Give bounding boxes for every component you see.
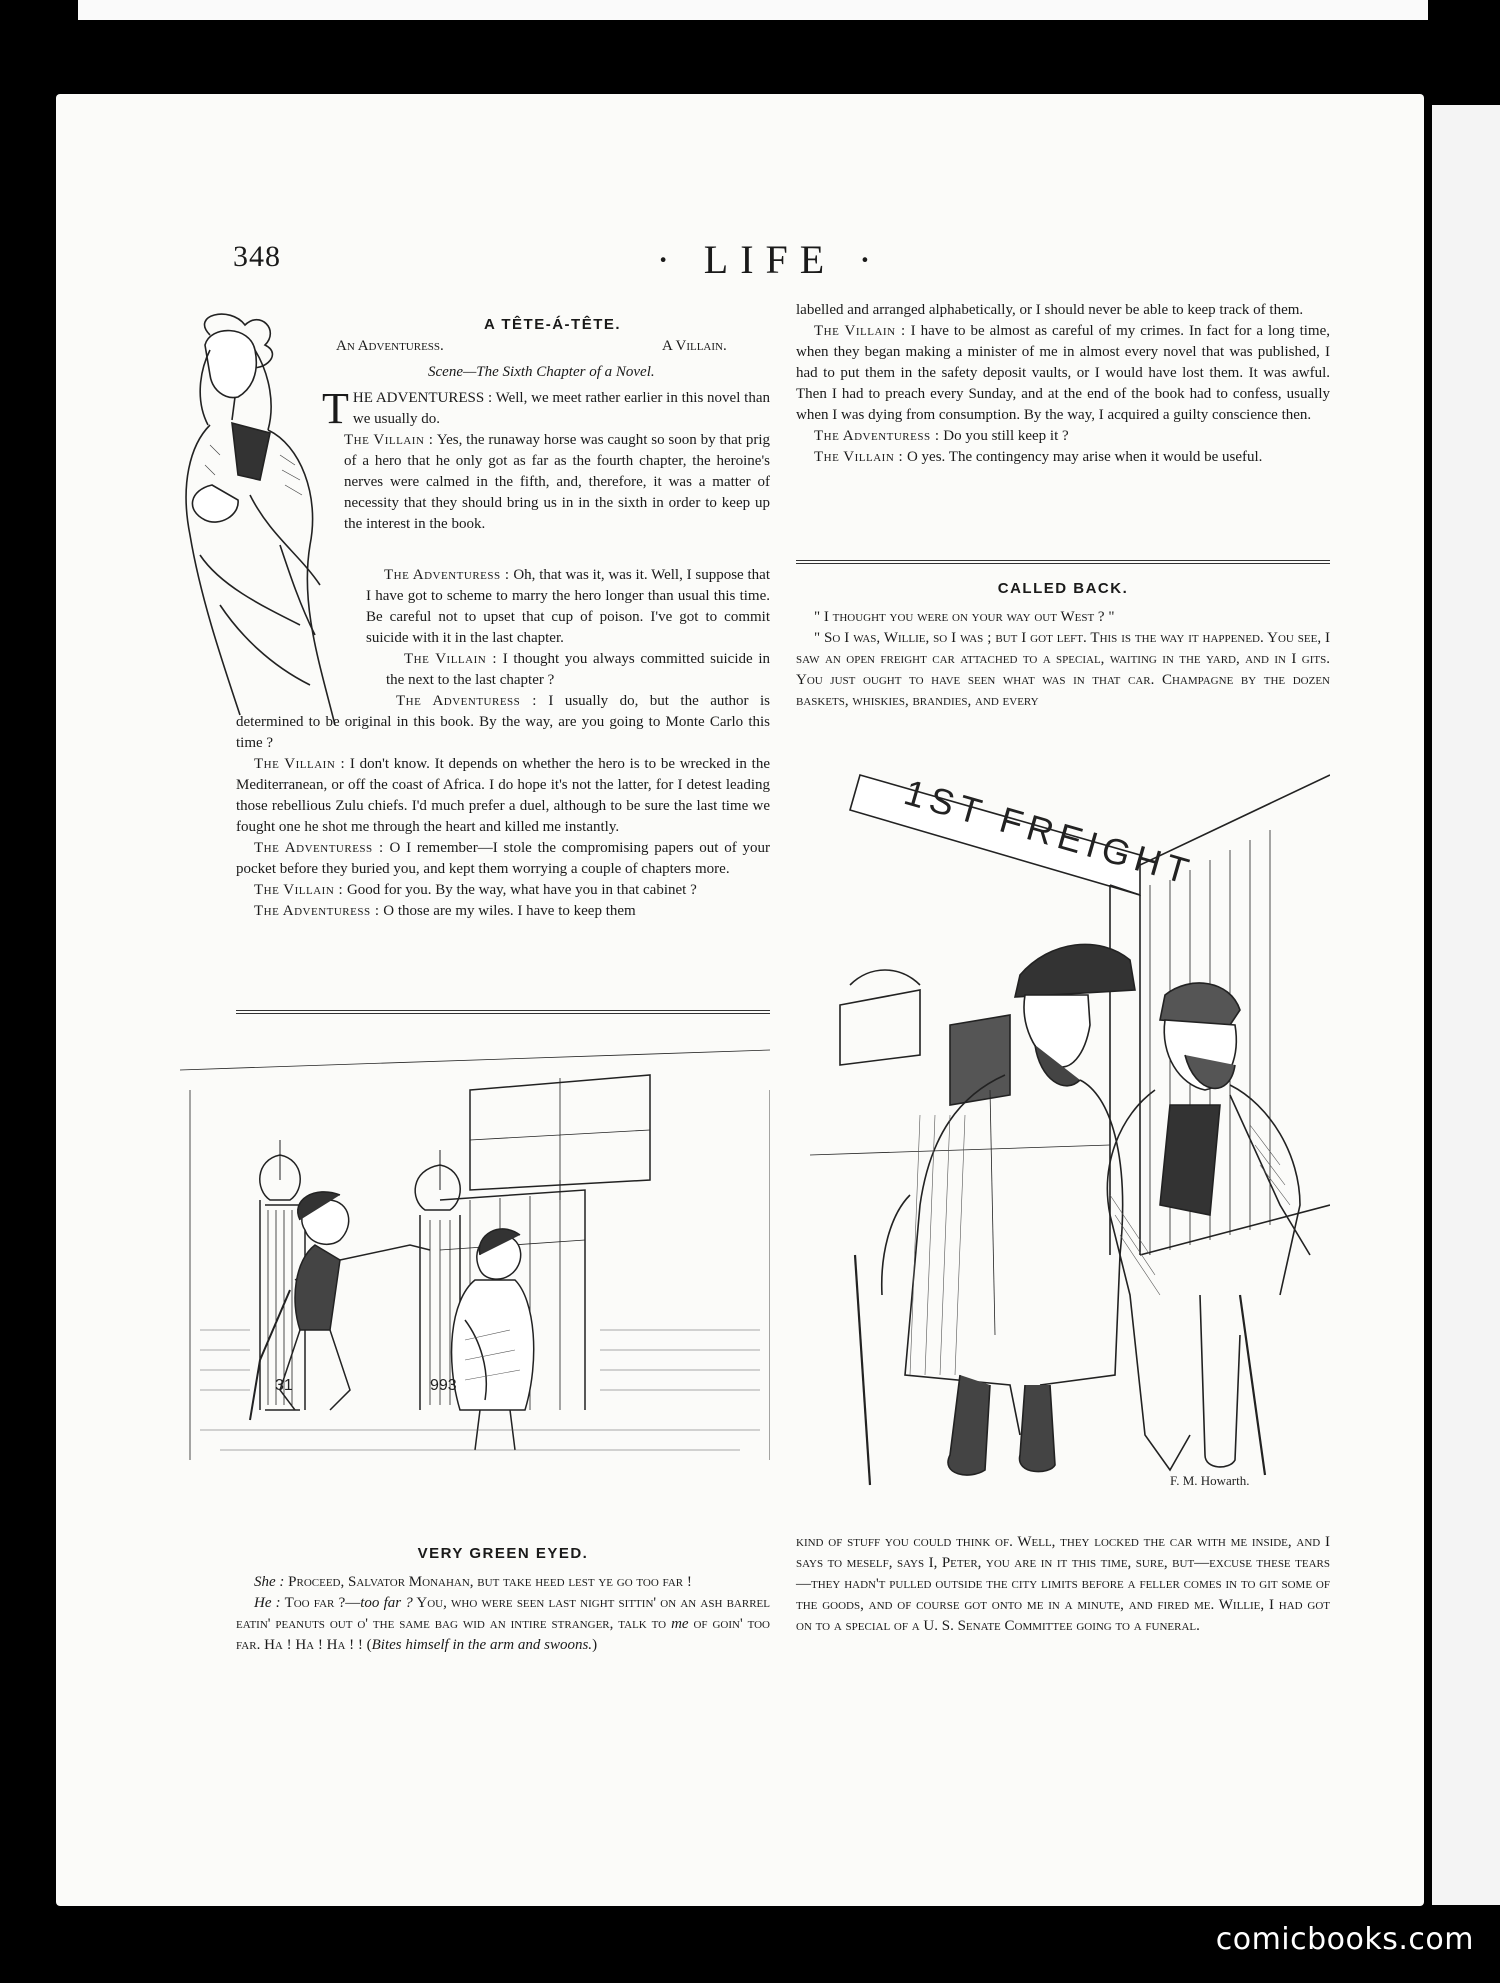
continuation-2: I have to be almost as careful of my crimes. In fact for a long time, when they began making a minister of me in almost every novel that was published, I had to put them in the safety deposit vaults, or I would have lost them. It was awful. Then I had to preach every Sunday, and at the end of the book had to confess, usually when I was dying from consumption. By the way, I acquired a guilty conscience then. bbox=[796, 323, 1330, 423]
called-back-headline: CALLED BACK. bbox=[997, 580, 1129, 597]
speaker-label: The Adventuress : bbox=[396, 693, 537, 709]
he-line-d: me bbox=[671, 1616, 689, 1632]
called-back-article bbox=[796, 578, 1330, 712]
speaker-label: The Villain : bbox=[254, 882, 344, 898]
he-line-a: Too far ?— bbox=[280, 1595, 361, 1611]
he-label: He : bbox=[254, 1595, 281, 1611]
called-back-conclusion bbox=[796, 1532, 1330, 1637]
tete-a-tete-body-lower bbox=[236, 565, 770, 922]
called-back-paragraph-2: " So I was, Willie, so I was ; but I got left. This is the way it happened. You see, I saw an open freight car attached to a special, waiting in the yard, and in I gits. You just ought to have seen what was in that car. Champagne by the dozen baskets, whiskies, brandies, and every bbox=[796, 630, 1330, 709]
very-green-eyed-headline: VERY GREEN EYED. bbox=[417, 1545, 589, 1562]
speaker-label: The Villain : bbox=[814, 449, 904, 465]
scene-direction: Scene—The Sixth Chapter of a Novel. bbox=[428, 364, 655, 380]
he-line-e: of goin' too far. Ha ! Ha ! Ha ! ! ( bbox=[236, 1616, 771, 1653]
adjacent-page-strip bbox=[78, 0, 1428, 20]
speaker-label: The Adventuress : bbox=[254, 903, 380, 919]
she-line: Proceed, Salvator Monahan, but take heed lest ye go too far ! bbox=[284, 1574, 692, 1590]
tete-a-tete-body-upper bbox=[322, 384, 770, 535]
continuation-1: labelled and arranged alphabetically, or I should never be able to keep track of them. bbox=[796, 302, 1304, 318]
he-line-b: too far ? bbox=[360, 1595, 413, 1611]
divider-right bbox=[796, 560, 1330, 564]
cast-adventuress: An Adventuress. bbox=[336, 338, 444, 354]
door-number-left: 31 bbox=[275, 1377, 293, 1394]
cast-villain: A Villain. bbox=[662, 338, 727, 354]
paragraph-2: Yes, the runaway horse was caught so soon by that prig of a hero that he only got as far as the fourth chapter, the heroine's nerves were calmed in the fifth, and, therefore, it was a matter of necessity that they should bring us in in the sixth in order to keep up the interest in the book. bbox=[344, 432, 770, 532]
divider-left bbox=[236, 1010, 770, 1014]
paragraph-6: I don't know. It depends on whether the hero is to be wrecked in the Mediterranean, or off the coast of Africa. I do hope it's not the latter, for I detest leading those rebellious Zulu chiefs. I'd much prefer a duel, although to be sure the last time we fought one he shot me through the heart and killed me instantly. bbox=[236, 756, 770, 835]
tete-a-tete-headline: A TÊTE-Á-TÊTE. bbox=[483, 316, 622, 333]
paragraph-5: I usually do, but the author is determined to be original in this book. By the way, are you going to Monte Carlo this time ? bbox=[236, 693, 770, 751]
street-children-illustration bbox=[180, 1030, 770, 1520]
paragraph-9: O those are my wiles. I have to keep them bbox=[379, 903, 636, 919]
artist-signature: F. M. Howarth. bbox=[1170, 1473, 1250, 1488]
speaker-label: The Villain : bbox=[404, 651, 498, 667]
paragraph-8: Good for you. By the way, what have you in that cabinet ? bbox=[343, 882, 697, 898]
paragraph-1: HE ADVENTURESS : Well, we meet rather earlier in this novel than we usually do. bbox=[352, 390, 770, 427]
speaker-label: The Villain : bbox=[814, 323, 906, 339]
adjacent-page-edge bbox=[1432, 105, 1500, 1905]
speaker-label: The Adventuress : bbox=[814, 428, 940, 444]
paragraph-4: I thought you always committed suicide in the next to the last chapter ? bbox=[386, 651, 770, 688]
masthead-title: · LIFE · bbox=[656, 237, 884, 282]
page-number: 348 bbox=[233, 240, 281, 273]
continuation-4: O yes. The contingency may arise when it would be useful. bbox=[903, 449, 1263, 465]
called-back-paragraph-1: " I thought you were on your way out West ? " bbox=[814, 609, 1115, 625]
she-label: She : bbox=[254, 1574, 285, 1590]
he-line-g: ) bbox=[592, 1637, 598, 1653]
very-green-eyed-caption bbox=[236, 1543, 770, 1656]
dropcap-letter: T bbox=[322, 384, 349, 433]
freight-yard-illustration bbox=[810, 735, 1330, 1495]
speaker-label: The Adventuress : bbox=[384, 567, 510, 583]
speaker-label: The Villain : bbox=[344, 432, 434, 448]
continuation-3: Do you still keep it ? bbox=[939, 428, 1069, 444]
tete-a-tete-article bbox=[235, 314, 770, 335]
watermark-text: comicbooks.com bbox=[1215, 1922, 1474, 1957]
door-number-right: 993 bbox=[430, 1377, 457, 1394]
called-back-paragraph-3: kind of stuff you could think of. Well, they locked the car with me inside, and I says to meself, says I, Peter, you are in it this time, sure, but—excuse these tears—they hadn't pulled outside the city limits before a feller comes in to git some of the goods, and of course got onto me in a minute, and fired me. Willie, I had got on to a special of a U. S. Senate Committee going to a funeral. bbox=[796, 1534, 1330, 1634]
he-line-f: Bites himself in the arm and swoons. bbox=[371, 1637, 593, 1653]
he-line-c: You, who were seen last night sittin' on an ash barrel eatin' peanuts out o' the same bag wid an intire stranger, talk to bbox=[236, 1595, 770, 1632]
paragraph-7: O I remember—I stole the compromising papers out of your pocket before they buried you, and kept them worrying a couple of chapters more. bbox=[236, 840, 770, 877]
speaker-label: The Villain : bbox=[254, 756, 346, 772]
speaker-label: The Adventuress : bbox=[254, 840, 384, 856]
paragraph-3: Oh, that was it, was it. Well, I suppose that I have got to scheme to marry the hero longer than usual this time. Be careful not to upset that cup of poison. I've got to commit suicide with it in the last chapter. bbox=[366, 567, 770, 646]
tete-a-tete-continuation bbox=[796, 300, 1330, 468]
freight-sign-text: 1ST FREIGHT bbox=[899, 771, 1199, 894]
